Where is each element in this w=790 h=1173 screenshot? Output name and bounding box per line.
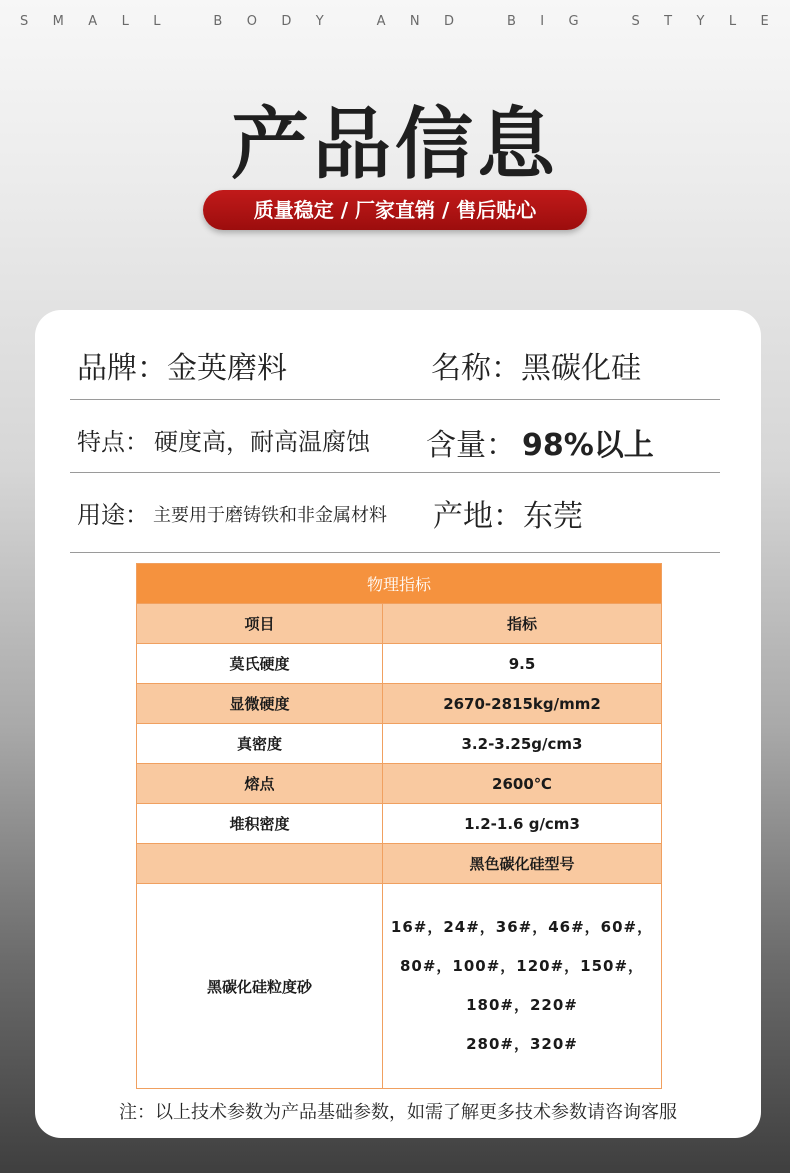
use-value: 主要用于磨铸铁和非金属材料	[153, 505, 387, 526]
content-value: 98%以上	[522, 428, 654, 463]
table-cell-item: 莫氏硬度	[137, 644, 383, 684]
table-cell-value: 1.2-1.6 g/cm3	[383, 804, 662, 844]
table-cell-item: 显微硬度	[137, 684, 383, 724]
tagline-letter: Y	[696, 14, 706, 29]
tagline-letter: M	[52, 14, 65, 29]
tagline-letter: B	[213, 14, 224, 29]
brand-text: 品牌：金英磨料	[77, 351, 287, 386]
tagline-letter: O	[246, 14, 258, 29]
tagline	[0, 14, 790, 29]
tagline-letter: L	[728, 14, 738, 29]
table-cell-empty	[137, 844, 383, 884]
table-cell-item: 熔点	[137, 764, 383, 804]
table-cell-item: 堆积密度	[137, 804, 383, 844]
grit-line: 280#，320#	[466, 1035, 578, 1053]
tagline-letter: A	[88, 14, 99, 29]
table-cell-value: 2670-2815kg/mm2	[383, 684, 662, 724]
col-header-index: 指标	[383, 604, 662, 644]
tagline-letter	[348, 14, 353, 29]
page-title: 产品信息	[230, 100, 559, 190]
info-row-brand	[70, 310, 720, 400]
tagline-letter: E	[760, 14, 770, 29]
feature-label: 特点：	[77, 428, 149, 456]
tagline-letter: G	[568, 14, 580, 29]
tagline-letter: I	[540, 14, 546, 29]
table-cell-value: 9.5	[383, 644, 662, 684]
content-label: 含量：	[426, 428, 516, 463]
table-cell-value: 2600℃	[383, 764, 662, 804]
tagline-letter	[185, 14, 190, 29]
table-cell-item: 真密度	[137, 724, 383, 764]
grit-list	[383, 884, 662, 1089]
product-info-card	[35, 310, 761, 1138]
table-cell-value: 3.2-3.25g/cm3	[383, 724, 662, 764]
tagline-letter	[603, 14, 608, 29]
tagline-letter: D	[281, 14, 293, 29]
tagline-letter: S	[20, 14, 30, 29]
grit-line: 16#，24#，36#，46#，60#，	[390, 918, 654, 936]
tagline-letter: D	[444, 14, 456, 29]
col-header-item: 项目	[137, 604, 383, 644]
grit-line: 180#，220#	[466, 996, 578, 1014]
slogan-badge: 质量稳定 / 厂家直销 / 售后贴心	[203, 190, 587, 230]
table-title: 物理指标	[137, 564, 662, 604]
grit-line: 80#，100#，120#，150#，	[399, 957, 645, 975]
grit-label: 黑碳化硅粒度砂	[137, 884, 383, 1089]
tagline-letter: A	[376, 14, 387, 29]
tagline-letter: S	[631, 14, 641, 29]
tagline-letter: Y	[315, 14, 325, 29]
tagline-letter: L	[121, 14, 130, 29]
tagline-letter: L	[153, 14, 162, 29]
footnote: 注：以上技术参数为产品基础参数，如需了解更多技术参数请咨询客服	[119, 1102, 677, 1123]
product-name-text: 名称：黑碳化硅	[431, 351, 641, 386]
origin-text: 产地：东莞	[433, 499, 583, 534]
tagline-letter: B	[506, 14, 517, 29]
tagline-letter: N	[409, 14, 421, 29]
tagline-letter	[478, 14, 483, 29]
tagline-letter: T	[664, 14, 674, 29]
use-label: 用途：	[77, 501, 149, 529]
info-row-use	[70, 473, 720, 553]
info-row-feature	[70, 400, 720, 473]
model-header: 黑色碳化硅型号	[383, 844, 662, 884]
feature-value: 硬度高，耐高温腐蚀	[154, 428, 370, 456]
physical-spec-table	[136, 563, 662, 1089]
